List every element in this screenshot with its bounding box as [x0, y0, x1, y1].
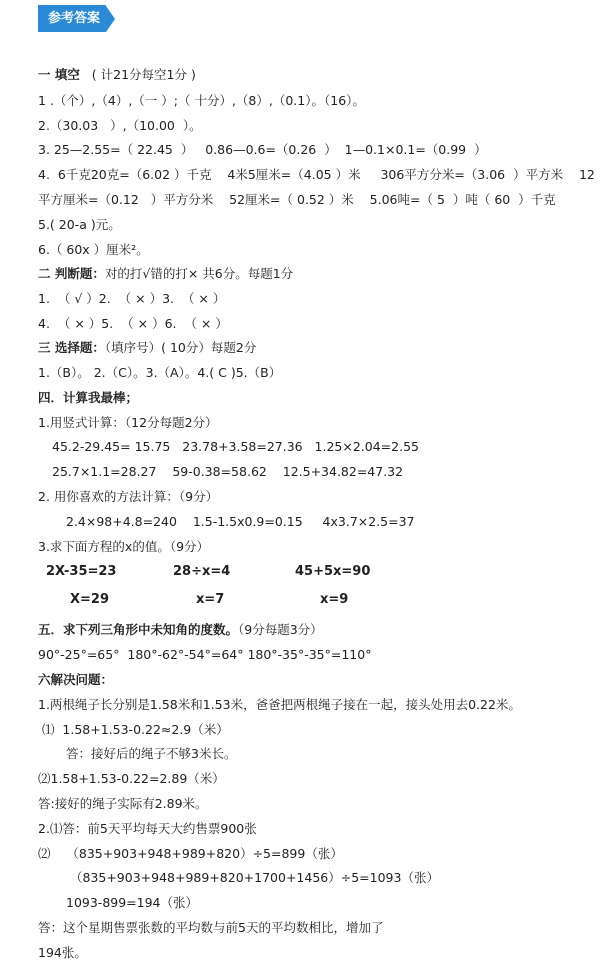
line-text: 2.（30.03 ）,（10.00 ）。 [38, 118, 202, 133]
section-heading: 二 判断题： [38, 266, 105, 281]
answer-key-label: 参考答案 [38, 5, 106, 32]
equation-solution: x=7 [196, 592, 225, 607]
section-heading: 六解决问题： [38, 672, 114, 687]
answer-line [38, 217, 121, 233]
answer-line [66, 746, 236, 762]
line-text: 194张。 [38, 945, 87, 960]
line-text: 对的打√错的打× 共6分。每题1分 [104, 266, 294, 281]
answer-line [38, 390, 138, 406]
line-text: （填序号）( 10分）每题2分 [104, 340, 257, 355]
answer-key-badge [38, 5, 115, 32]
answer-line [38, 539, 209, 555]
line-text: 1093-899=194（张） [66, 895, 199, 910]
section-heading: 一 填空 [38, 67, 80, 82]
line-text: 平方厘米=（0.12 ）平方分米 52厘米=（ 0.52 ）米 5.06吨=（ 5 ）吨（ 60 ）千克 [38, 192, 556, 207]
answer-line [66, 895, 198, 911]
section-heading: 四．计算我最棒； [38, 390, 139, 405]
line-text: 答：接好后的绳子不够3米长。 [66, 746, 237, 761]
line-text: ⑴ 1.58+1.53-0.22≈2.9（米） [38, 722, 229, 737]
answer-line [38, 192, 556, 208]
line-text: 3.求下面方程的x的值。（9分） [38, 539, 210, 554]
answer-line [38, 672, 113, 688]
answer-line [38, 622, 323, 638]
answer-line [38, 821, 257, 837]
answer-line [38, 242, 149, 258]
answer-line [38, 945, 87, 961]
answer-line [38, 67, 196, 83]
answer-line [38, 846, 343, 862]
answer-line [38, 920, 383, 936]
line-text: 1. （ √ ）2. （ × ）3. （ × ） [38, 291, 226, 306]
answer-line [38, 266, 293, 282]
answer-line [38, 118, 202, 134]
equation-solution: x=9 [320, 592, 349, 607]
answer-line [66, 870, 439, 886]
line-text: 答：这个星期售票张数的平均数与前5天的平均数相比，增加了 [38, 920, 384, 935]
line-text: ⑵ （835+903+948+989+820）÷5=899（张） [38, 846, 343, 861]
line-text: ( 计21分每空1分 ) [79, 67, 196, 82]
line-text: ⑵1.58+1.53-0.22=2.89（米） [38, 771, 225, 786]
line-text: 2.⑴答：前5天平均每天大约售票900张 [38, 821, 257, 836]
line-text: 4. 6千克20克=（6.02 ）千克 4米5厘米=（4.05 ）米 306平方分米=（3.06 ）平方米 12 [38, 167, 595, 182]
line-text: （835+903+948+989+820+1700+1456）÷5=1093（张） [66, 870, 439, 885]
section-heading: 五．求下列三角形中未知角的度数。 [38, 622, 239, 637]
line-text: 25.7×1.1=28.27 59-0.38=58.62 12.5+34.82=47.32 [52, 464, 404, 479]
badge-arrow-icon [106, 6, 115, 32]
answer-line [38, 415, 218, 431]
line-text: 2.4×98+4.8=240 1.5-1.5x0.9=0.15 4x3.7×2.5=37 [66, 514, 415, 529]
line-text: 1 .（个）,（4）,（一 ）;（ 十分）,（8）,（0.1）。（16）。 [38, 93, 365, 108]
answer-line [38, 316, 228, 332]
answer-line [38, 291, 225, 307]
answer-line [38, 340, 256, 356]
answer-line [52, 464, 403, 480]
line-text: 1.用竖式计算：（12分每题2分） [38, 415, 218, 430]
answer-line [38, 167, 595, 183]
line-text: 90°-25°=65° 180°-62°-54°=64° 180°-35°-35°=110° [38, 647, 372, 662]
line-text: 1.两根绳子长分别是1.58米和1.53米，爸爸把两根绳子接在一起，接头处用去0.22米。 [38, 697, 521, 712]
section-heading: 三 选择题： [38, 340, 105, 355]
answer-line [38, 722, 229, 738]
answer-line [38, 365, 281, 381]
equation-solution: 45+5x=90 [295, 564, 371, 579]
line-text: 2. 用你喜欢的方法计算：（9分） [38, 489, 219, 504]
answer-line [38, 796, 208, 812]
line-text: 1.（B）。 2.（C）。3.（A）。4.( C )5.（B） [38, 365, 282, 380]
line-text: 3. 25—2.55=（ 22.45 ） 0.86—0.6=（0.26 ） 1—0.1×0.1=（0.99 ） [38, 142, 487, 157]
line-text: 答:接好的绳子实际有2.89米。 [38, 796, 208, 811]
line-text: 45.2-29.45= 15.75 23.78+3.58=27.36 1.25×2.04=2.55 [52, 439, 419, 454]
equation-solution: 28÷x=4 [173, 564, 231, 579]
answer-line [38, 489, 218, 505]
answer-line [38, 771, 225, 787]
answer-line [38, 647, 371, 663]
answer-line [38, 697, 521, 713]
equation-solution: 2X-35=23 [46, 564, 117, 579]
answer-line [38, 142, 487, 158]
line-text: 6.（ 60x ）厘米²。 [38, 242, 149, 257]
line-text: 5.( 20-a )元。 [38, 217, 121, 232]
answer-line [52, 439, 419, 455]
equation-solution: X=29 [70, 592, 110, 607]
answer-line [38, 93, 365, 109]
line-text: （9分每题3分） [238, 622, 323, 637]
answer-line [66, 514, 415, 530]
line-text: 4. （ × ）5. （ × ）6. （ × ） [38, 316, 228, 331]
